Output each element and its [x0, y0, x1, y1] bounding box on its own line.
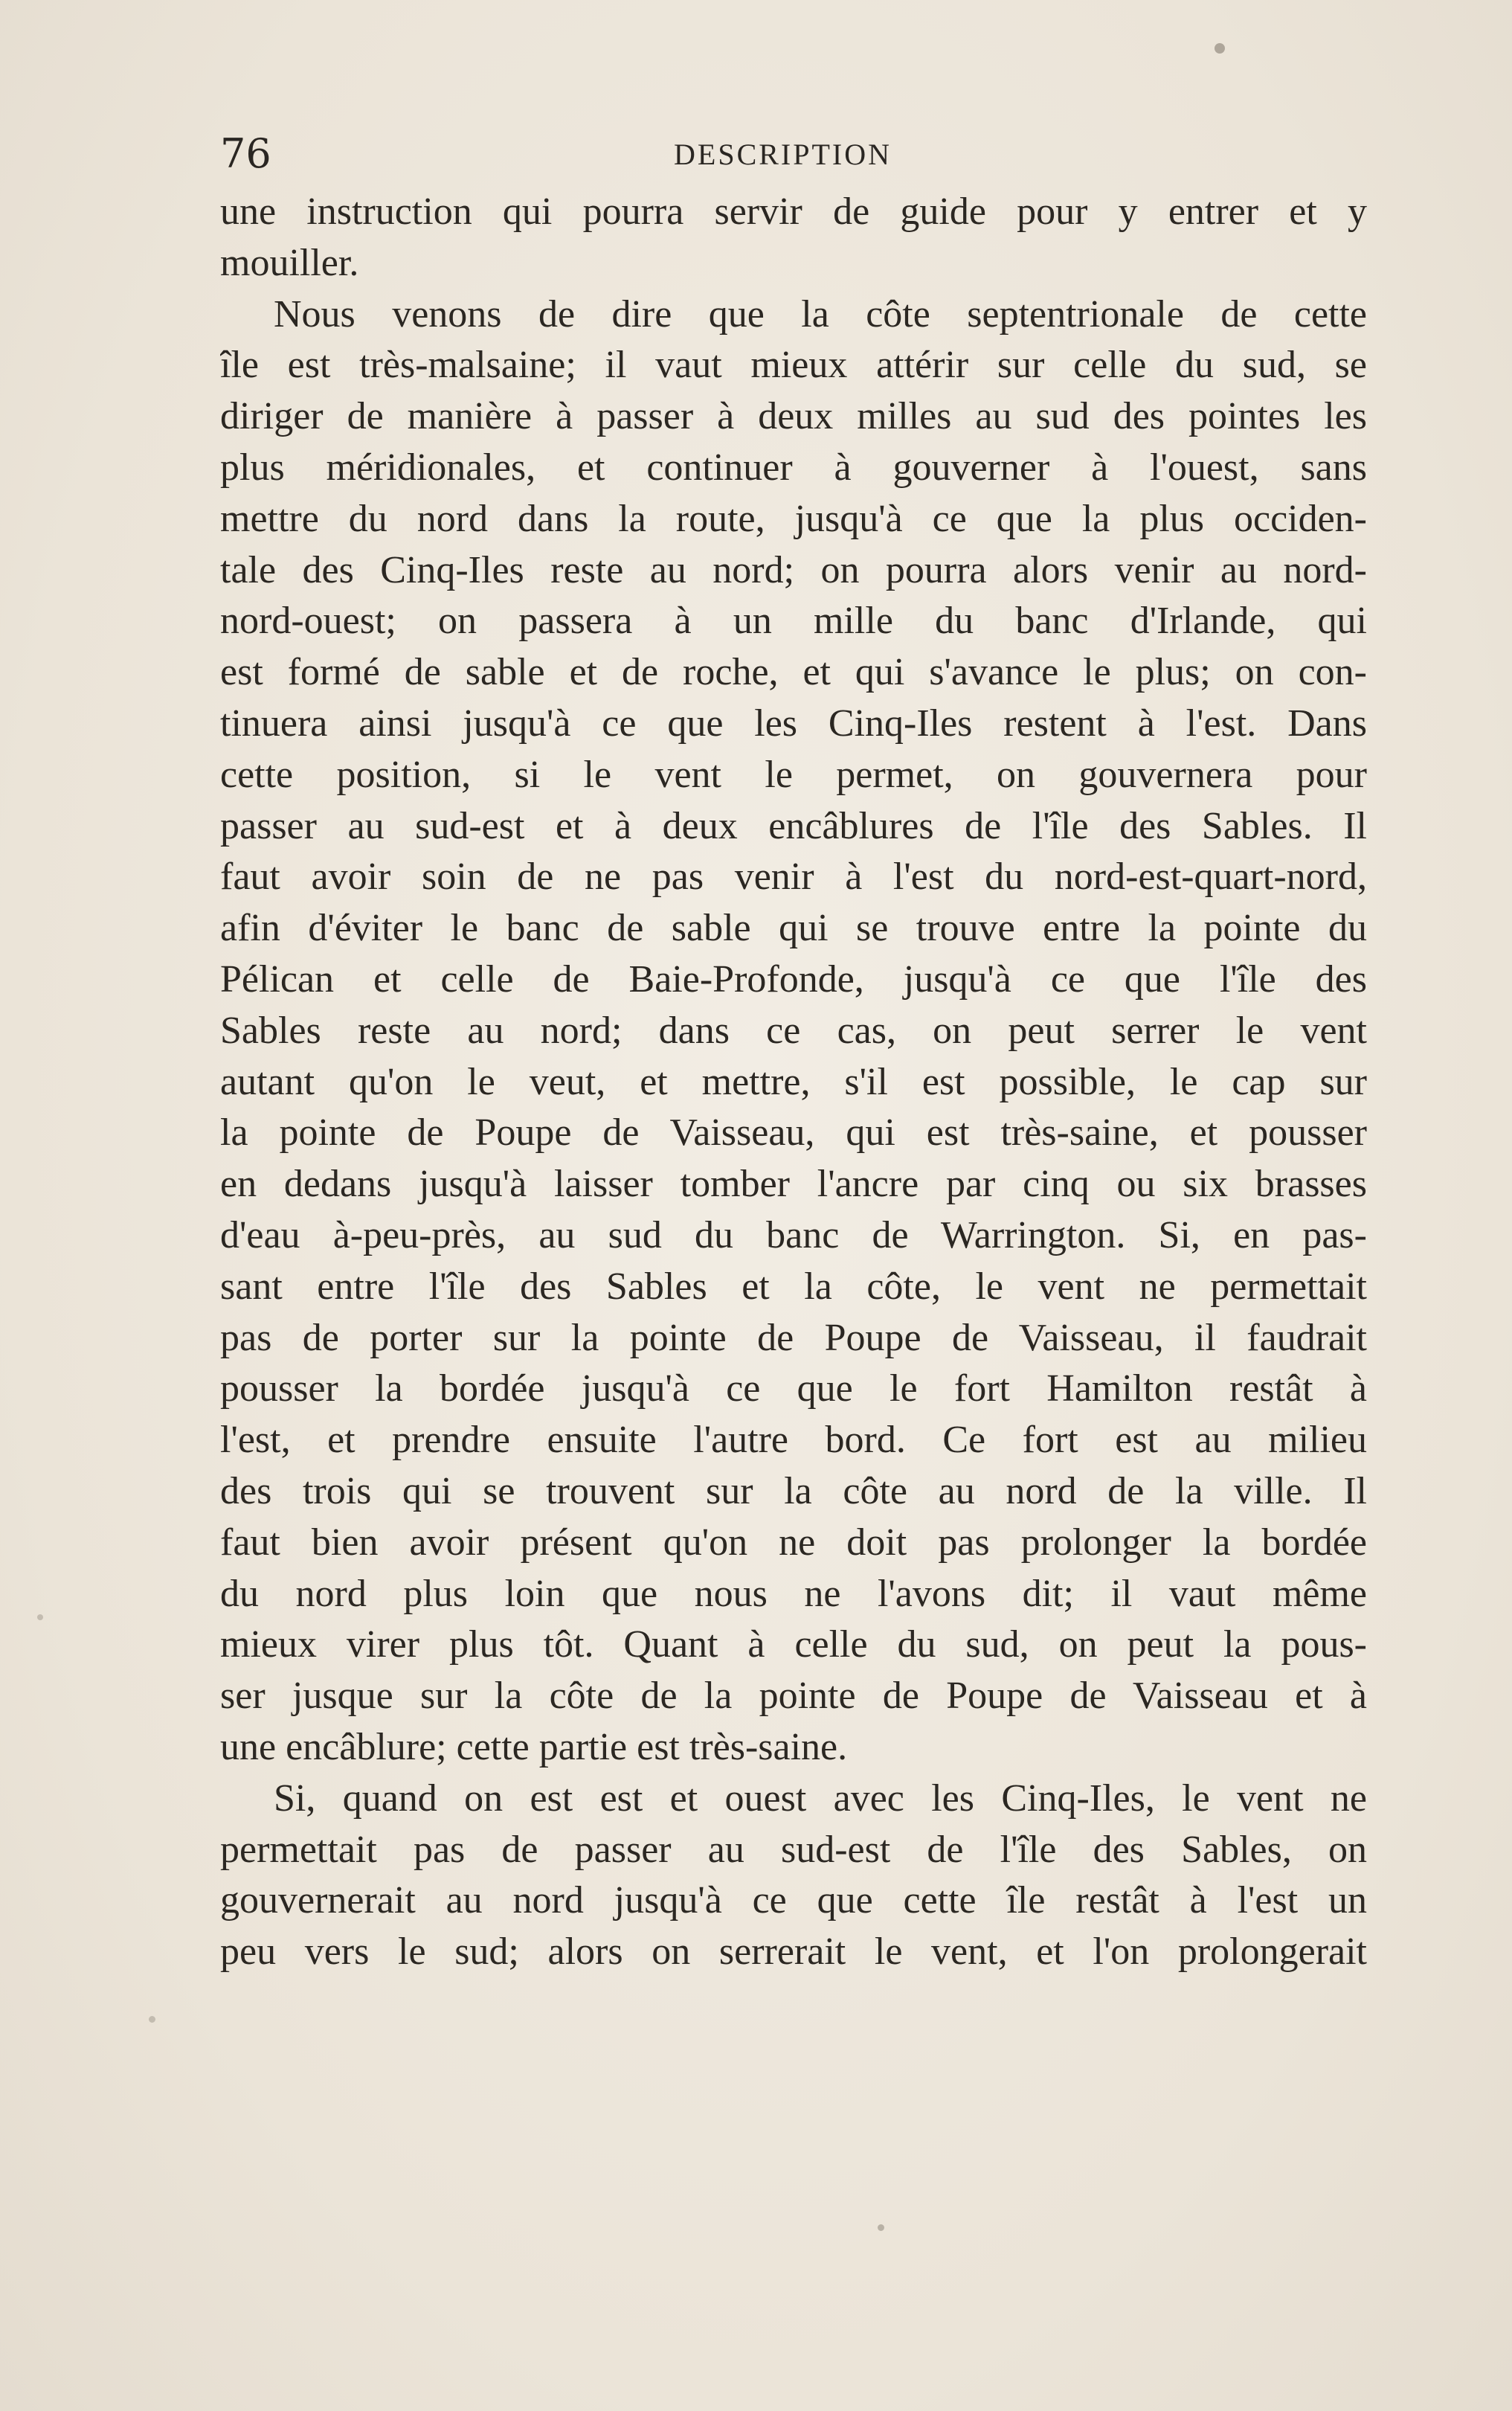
paper-speck: [149, 2016, 155, 2023]
paper-speck: [1215, 43, 1225, 54]
page-number: 76: [220, 130, 271, 177]
text-line: Sables reste au nord; dans ce cas, on peut serrer le vent: [220, 1009, 1367, 1052]
text-line: une encâblure; cette partie est très-saine.: [220, 1725, 848, 1768]
paper-speck: [878, 2224, 884, 2231]
text-line: mouiller.: [220, 241, 359, 284]
text-line: diriger de manière à passer à deux milles au sud des pointes les: [220, 395, 1367, 438]
text-line: gouvernerait au nord jusqu'à ce que cette île restât à l'est un: [220, 1879, 1367, 1922]
text-line: faut bien avoir présent qu'on ne doit pas prolonger la bordée: [220, 1521, 1367, 1564]
text-line: mieux virer plus tôt. Quant à celle du sud, on peut la pous-: [220, 1623, 1367, 1666]
text-line: ser jusque sur la côte de la pointe de Poupe de Vaisseau et à: [220, 1675, 1367, 1718]
text-line: Nous venons de dire que la côte septentrionale de cette: [274, 292, 1367, 336]
paper-speck: [37, 1614, 43, 1620]
text-line: autant qu'on le veut, et mettre, s'il est possible, le cap sur: [220, 1060, 1367, 1103]
text-line: en dedans jusqu'à laisser tomber l'ancre par cinq ou six brasses: [220, 1163, 1367, 1206]
text-line: Pélican et celle de Baie-Profonde, jusqu'à ce que l'île des: [220, 957, 1367, 1001]
text-line: passer au sud-est et à deux encâblures de l'île des Sables. Il: [220, 804, 1367, 847]
text-line: pas de porter sur la pointe de Poupe de Vaisseau, il faudrait: [220, 1316, 1367, 1359]
running-head: DESCRIPTION: [674, 138, 892, 171]
text-line: peu vers le sud; alors on serrerait le vent, et l'on prolongerait: [220, 1930, 1367, 1974]
page-header: [220, 128, 1365, 180]
text-line: des trois qui se trouvent sur la côte au nord de la ville. Il: [220, 1469, 1367, 1512]
text-line: permettait pas de passer au sud-est de l'île des Sables, on: [220, 1828, 1367, 1871]
text-line: la pointe de Poupe de Vaisseau, qui est très-saine, et pousser: [220, 1111, 1367, 1155]
body-text: [220, 187, 1367, 1978]
text-line: afin d'éviter le banc de sable qui se trouve entre la pointe du: [220, 907, 1367, 950]
text-line: Si, quand on est est et ouest avec les Cinq-Iles, le vent ne: [274, 1776, 1367, 1820]
text-line: pousser la bordée jusqu'à ce que le fort Hamilton restât à: [220, 1367, 1367, 1410]
text-line: une instruction qui pourra servir de guide pour y entrer et y: [220, 190, 1367, 233]
text-line: faut avoir soin de ne pas venir à l'est du nord-est-quart-nord,: [220, 855, 1367, 899]
text-line: île est très-malsaine; il vaut mieux attérir sur celle du sud, se: [220, 344, 1367, 387]
text-line: l'est, et prendre ensuite l'autre bord. Ce fort est au milieu: [220, 1419, 1367, 1462]
text-line: d'eau à-peu-près, au sud du banc de Warrington. Si, en pas-: [220, 1213, 1367, 1256]
text-line: plus méridionales, et continuer à gouverner à l'ouest, sans: [220, 446, 1367, 489]
text-line: nord-ouest; on passera à un mille du banc d'Irlande, qui: [220, 600, 1367, 643]
text-line: tinuera ainsi jusqu'à ce que les Cinq-Iles restent à l'est. Dans: [220, 702, 1367, 745]
text-line: tale des Cinq-Iles reste au nord; on pourra alors venir au nord-: [220, 548, 1367, 591]
text-line: mettre du nord dans la route, jusqu'à ce que la plus occiden-: [220, 497, 1367, 540]
text-line: du nord plus loin que nous ne l'avons dit; il vaut même: [220, 1572, 1367, 1615]
text-line: cette position, si le vent le permet, on gouvernera pour: [220, 753, 1367, 796]
text-line: sant entre l'île des Sables et la côte, le vent ne permettait: [220, 1265, 1367, 1308]
text-line: est formé de sable et de roche, et qui s'avance le plus; on con-: [220, 651, 1367, 694]
